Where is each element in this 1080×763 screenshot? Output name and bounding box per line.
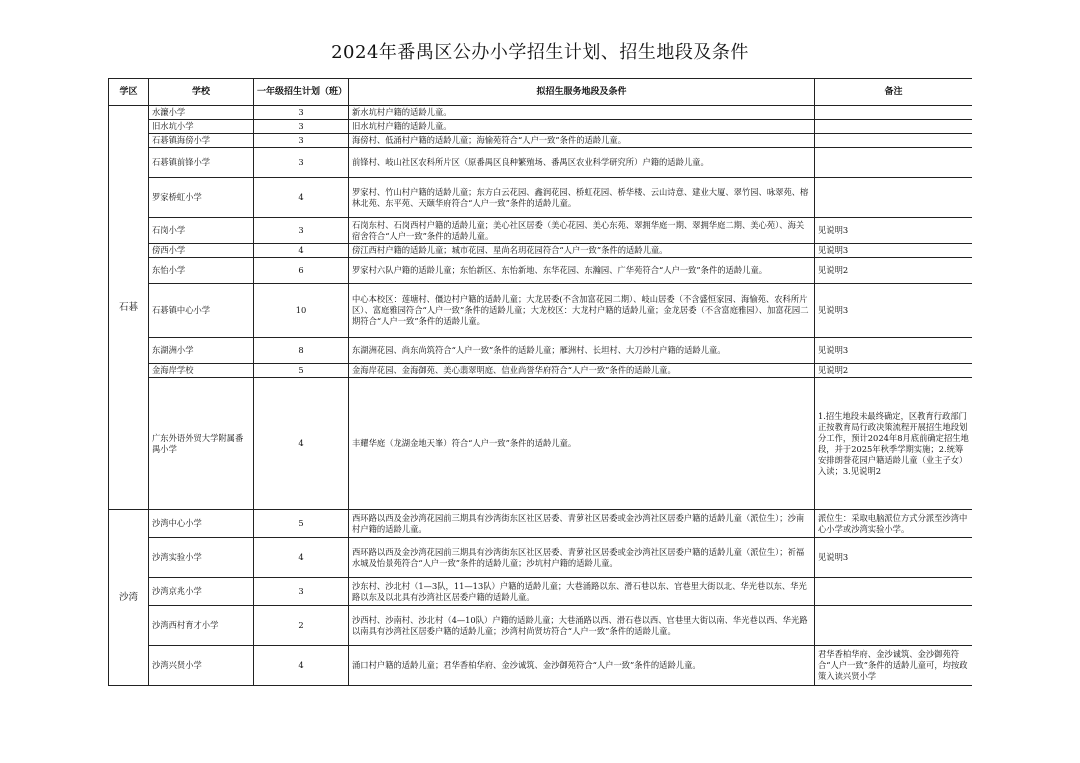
remark-cell — [815, 106, 973, 120]
remark-cell: 见说明3 — [815, 538, 973, 578]
scope-cell: 前锋村、岐山社区农科所片区（原番禺区良种繁殖场、番禺区农业科学研究所）户籍的适龄儿童。 — [349, 148, 815, 178]
header-scope: 拟招生服务地段及条件 — [349, 79, 815, 106]
scope-cell: 西环路以西及金沙湾花园前三期具有沙湾街东区社区居委、青萝社区居委或金沙湾社区居委户籍的适龄儿童（派位生）；祈福水城及怡景苑符合“人户一致”条件的适龄儿童；沙坑村户籍的适龄儿童。 — [349, 538, 815, 578]
scope-cell: 中心本校区：莲塘村、僵边村户籍的适龄儿童；大龙居委(不含加富花园二期）、岐山居委（不含盛恒家园、海愉苑、农科所片区）、富庭雅园符合“人户一致”条件的适龄儿童；大龙校区：大龙村户籍的适龄儿童；金龙居委（不含富庭雅园）、加富花园二期符合“人户一致”条件的适龄儿童。 — [349, 284, 815, 338]
plan-cell: 3 — [254, 106, 349, 120]
enrollment-table-wrapper — [108, 78, 972, 696]
remark-cell: 见说明3 — [815, 244, 973, 258]
remark-cell — [815, 178, 973, 218]
plan-cell: 4 — [254, 244, 349, 258]
remark-cell: 见说明3 — [815, 284, 973, 338]
page-title: 2024年番禺区公办小学招生计划、招生地段及条件 — [331, 42, 749, 63]
school-cell: 沙湾兴贤小学 — [149, 646, 254, 686]
school-cell: 东湖洲小学 — [149, 338, 254, 364]
table-row — [109, 578, 973, 606]
plan-cell: 5 — [254, 364, 349, 378]
table-row — [109, 178, 973, 218]
school-cell: 沙湾实验小学 — [149, 538, 254, 578]
school-cell: 旧水坑小学 — [149, 120, 254, 134]
plan-cell: 3 — [254, 578, 349, 606]
header-remark: 备注 — [815, 79, 973, 106]
school-cell: 石碁镇海傍小学 — [149, 134, 254, 148]
school-cell: 沙湾西村育才小学 — [149, 606, 254, 646]
scope-cell: 涌口村户籍的适龄儿童；君华香柏华府、金沙诚筑、金沙御苑符合“人户一致”条件的适龄儿童。 — [349, 646, 815, 686]
plan-cell: 2 — [254, 606, 349, 646]
scope-cell: 罗家村、竹山村户籍的适龄儿童；东方白云花园、鑫润花园、桥虹花园、桥华楼、云山诗意、建业大厦、翠竹园、咏翠苑、榕林北苑、东平苑、天颐华府符合“人户一致”条件的适龄儿童。 — [349, 178, 815, 218]
table-row — [109, 106, 973, 120]
school-cell: 石碁镇前锋小学 — [149, 148, 254, 178]
header-school: 学校 — [149, 79, 254, 106]
scope-cell: 石岗东村、石岗西村户籍的适龄儿童；美心社区居委（美心花园、美心东苑、翠拥华庭一期、翠拥华庭二期、美心苑）、海关宿舍符合“人户一致”条件的适龄儿童。 — [349, 218, 815, 244]
table-row — [109, 244, 973, 258]
remark-cell — [815, 134, 973, 148]
scope-cell: 新水坑村户籍的适龄儿童。 — [349, 106, 815, 120]
remark-cell: 见说明2 — [815, 364, 973, 378]
district-cell: 沙湾 — [109, 510, 149, 686]
remark-cell: 派位生：采取电脑派位方式分派至沙湾中心小学或沙湾实验小学。 — [815, 510, 973, 538]
table-row — [109, 148, 973, 178]
table-row — [109, 538, 973, 578]
remark-cell: 见说明2 — [815, 258, 973, 284]
scope-cell: 金海岸花园、金海御苑、美心翡翠明庭、信业尚誉华府符合“人户一致”条件的适龄儿童。 — [349, 364, 815, 378]
table-row — [109, 284, 973, 338]
school-cell: 傍西小学 — [149, 244, 254, 258]
scope-cell: 东湖洲花园、尚东尚筑符合“人户一致”条件的适龄儿童；雁洲村、长坦村、大刀沙村户籍的适龄儿童。 — [349, 338, 815, 364]
scope-cell: 沙东村、沙北村（1—3队，11—13队）户籍的适龄儿童；大巷涌路以东、滑石巷以东、官巷里大街以北、华光巷以东、华光路以东及以北具有沙湾社区居委户籍的适龄儿童。 — [349, 578, 815, 606]
plan-cell: 3 — [254, 134, 349, 148]
scope-cell: 丰耀华庭（龙湖金地天峯）符合“人户一致”条件的适龄儿童。 — [349, 378, 815, 510]
scope-cell: 傍江西村户籍的适龄儿童；城市花园、星尚名玥花园符合“人户一致”条件的适龄儿童。 — [349, 244, 815, 258]
header-district: 学区 — [109, 79, 149, 106]
enrollment-table — [108, 78, 972, 686]
remark-cell — [815, 578, 973, 606]
plan-cell: 3 — [254, 218, 349, 244]
plan-cell: 4 — [254, 646, 349, 686]
remark-cell — [815, 148, 973, 178]
scope-cell: 沙西村、沙南村、沙北村（4—10队）户籍的适龄儿童；大巷涌路以西、滑石巷以西、官巷里大街以南、华光巷以西、华光路以南具有沙湾社区居委户籍的适龄儿童；沙湾村尚贤坊符合“人户一致”条件的适龄儿童。 — [349, 606, 815, 646]
plan-cell: 10 — [254, 284, 349, 338]
school-cell: 金海岸学校 — [149, 364, 254, 378]
table-row — [109, 338, 973, 364]
table-row — [109, 258, 973, 284]
school-cell: 石碁镇中心小学 — [149, 284, 254, 338]
plan-cell: 4 — [254, 538, 349, 578]
scope-cell: 罗家村六队户籍的适龄儿童；东怡新区、东怡新地、东华花园、东瀚园、广华苑符合“人户一致”条件的适龄儿童。 — [349, 258, 815, 284]
header-plan: 一年级招生计划（班） — [254, 79, 349, 106]
school-cell: 水濂小学 — [149, 106, 254, 120]
table-row — [109, 134, 973, 148]
district-cell: 石碁 — [109, 106, 149, 510]
school-cell: 沙湾京兆小学 — [149, 578, 254, 606]
remark-cell: 君华香柏华府、金沙诚筑、金沙御苑符合“人户一致”条件的适龄儿童可，均按政策入读兴贤小学 — [815, 646, 973, 686]
plan-cell: 8 — [254, 338, 349, 364]
table-row — [109, 378, 973, 510]
table-row — [109, 120, 973, 134]
remark-cell: 见说明3 — [815, 218, 973, 244]
scope-cell: 西环路以西及金沙湾花园前三期具有沙湾街东区社区居委、青萝社区居委或金沙湾社区居委户籍的适龄儿童（派位生）；沙南村户籍的适龄儿童。 — [349, 510, 815, 538]
scope-cell: 海傍村、低涌村户籍的适龄儿童；海愉苑符合“人户一致”条件的适龄儿童。 — [349, 134, 815, 148]
school-cell: 东怡小学 — [149, 258, 254, 284]
remark-cell — [815, 120, 973, 134]
plan-cell: 3 — [254, 148, 349, 178]
school-cell: 沙湾中心小学 — [149, 510, 254, 538]
table-row — [109, 218, 973, 244]
plan-cell: 3 — [254, 120, 349, 134]
header-row — [109, 79, 973, 106]
table-row — [109, 510, 973, 538]
plan-cell: 5 — [254, 510, 349, 538]
plan-cell: 4 — [254, 178, 349, 218]
remark-cell — [815, 606, 973, 646]
school-cell: 广东外语外贸大学附属番禺小学 — [149, 378, 254, 510]
table-row — [109, 606, 973, 646]
plan-cell: 4 — [254, 378, 349, 510]
plan-cell: 6 — [254, 258, 349, 284]
table-row — [109, 364, 973, 378]
remark-cell: 见说明3 — [815, 338, 973, 364]
remark-cell: 1.招生地段未最终确定，区教育行政部门正按教育局行政决策流程开展招生地段划分工作，预计2024年8月底前确定招生地段，并于2025年秋季学期实施；2.统筹安排朗誉花园户籍适龄儿童（业主子女）入读；3.见说明2 — [815, 378, 973, 510]
school-cell: 石岗小学 — [149, 218, 254, 244]
table-row — [109, 646, 973, 686]
scope-cell: 旧水坑村户籍的适龄儿童。 — [349, 120, 815, 134]
school-cell: 罗家桥虹小学 — [149, 178, 254, 218]
